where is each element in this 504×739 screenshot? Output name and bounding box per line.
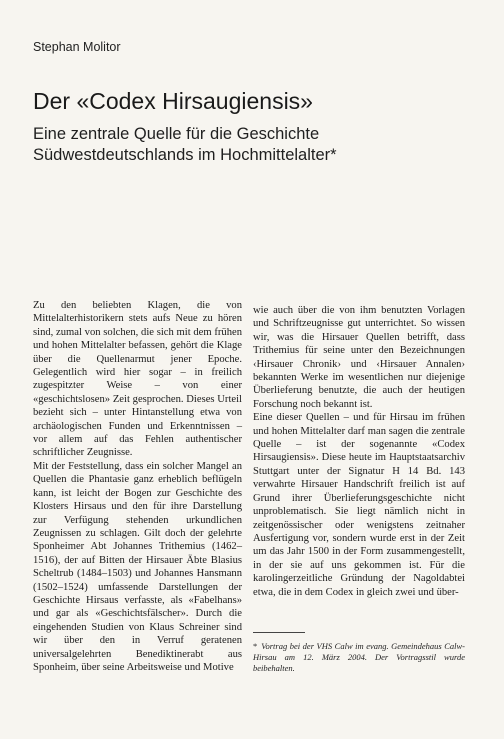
text-column-left	[33, 299, 242, 674]
text-column-right	[253, 304, 465, 599]
author-name: Stephan Molitor	[33, 40, 121, 54]
paragraph: Eine dieser Quellen – und für Hirsau im frühen und hohen Mittelalter darf man sagen die zentrale Quelle – ist der sogenannte «Codex Hirsaugiensis». Diese heute im Hauptstaatsarchiv Stuttgart unter der Signatur H 14 Bd. 143 verwahrte Hirsauer Handschrift freilich ist auf Grund ihrer Überlieferungsgeschichte nicht unproblematisch. Sie liegt nämlich nicht in zeitgenössischer oder wenigstens zeitnaher Ausfertigung vor, sondern wurde erst in der Zeit um das Jahr 1500 in der Form zusammengestellt, in der sie auf uns gekommen ist. Für die karolingerzeitliche Gründung der Nagoldabtei etwa, die in dem Codex in gleich zwei und über-	[253, 412, 465, 598]
article-title: Der «Codex Hirsaugiensis»	[33, 88, 313, 114]
paragraph: wie auch über die von ihm benutzten Vorlagen und Schriftzeugnisse gut unterrichtet. So wissen wir, was die Hirsauer Quellen betrifft, dass Trithemius für seine unter den Bezeichnungen ‹Hirsauer Chronik› und ‹Hirsauer Annalen› bekannten Werke im wesentlichen nur diejenige Überlieferung benutzte, die auch der heutigen Forschung noch bekannt ist.	[253, 305, 465, 410]
footnote-mark: *	[253, 641, 258, 651]
footnote-rule	[253, 632, 305, 633]
article-subtitle: Eine zentrale Quelle für die Geschichte Südwestdeutschlands im Hochmittelalter*	[33, 125, 337, 164]
paragraph: Mit der Feststellung, dass ein solcher Mangel an Quellen die Phantasie ganz erheblich beflügeln kann, ist leicht der Bogen zur Geschichte des Klosters Hirsaus und den für ihre Darstellung zur Verfügung stehenden urkundlichen Zeugnissen zu schlagen. Gilt doch der gelehrte Sponheimer Abt Johannes Trithemius (1462–1516), der auf Bitten der Hirsauer Äbte Blasius Scheltrub (1484–1503) und Johannes Hansmann (1502–1524) umfassende Darstellungen der Geschichte Hirsaus verfasste, als «Fabelhans» und gar als «Geschichtsfälscher». Durch die eingehenden Studien von Klaus Schreiner sind wir über den in Verruf geratenen universalgelehrten Benediktinerabt aus Sponheim, über seine Arbeitsweise und Motive	[33, 460, 242, 673]
footnote	[253, 641, 465, 674]
footnote-text: Vortrag bei der VHS Calw im evang. Gemeindehaus Calw-Hirsau am 12. März 2004. Der Vortragsstil wurde beibehalten.	[253, 641, 465, 673]
paragraph: Zu den beliebten Klagen, die von Mittelalterhistorikern stets aufs Neue zu hören sind, zumal von solchen, die sich mit dem frühen und hohen Mittelalter befassen, gehört die Klage über die Quellenarmut jener Epoche. Gelegentlich wird hier sogar – in freilich zugespitzter Weise – von einer «geschichtslosen» Zeit gesprochen. Dieses Urteil bezieht sich – unter Hintanstellung etwa von archäologischen Funden und Erkenntnissen – vor allem auf das Fehlen authentischer schriftlicher Zeugnisse.	[33, 300, 242, 459]
